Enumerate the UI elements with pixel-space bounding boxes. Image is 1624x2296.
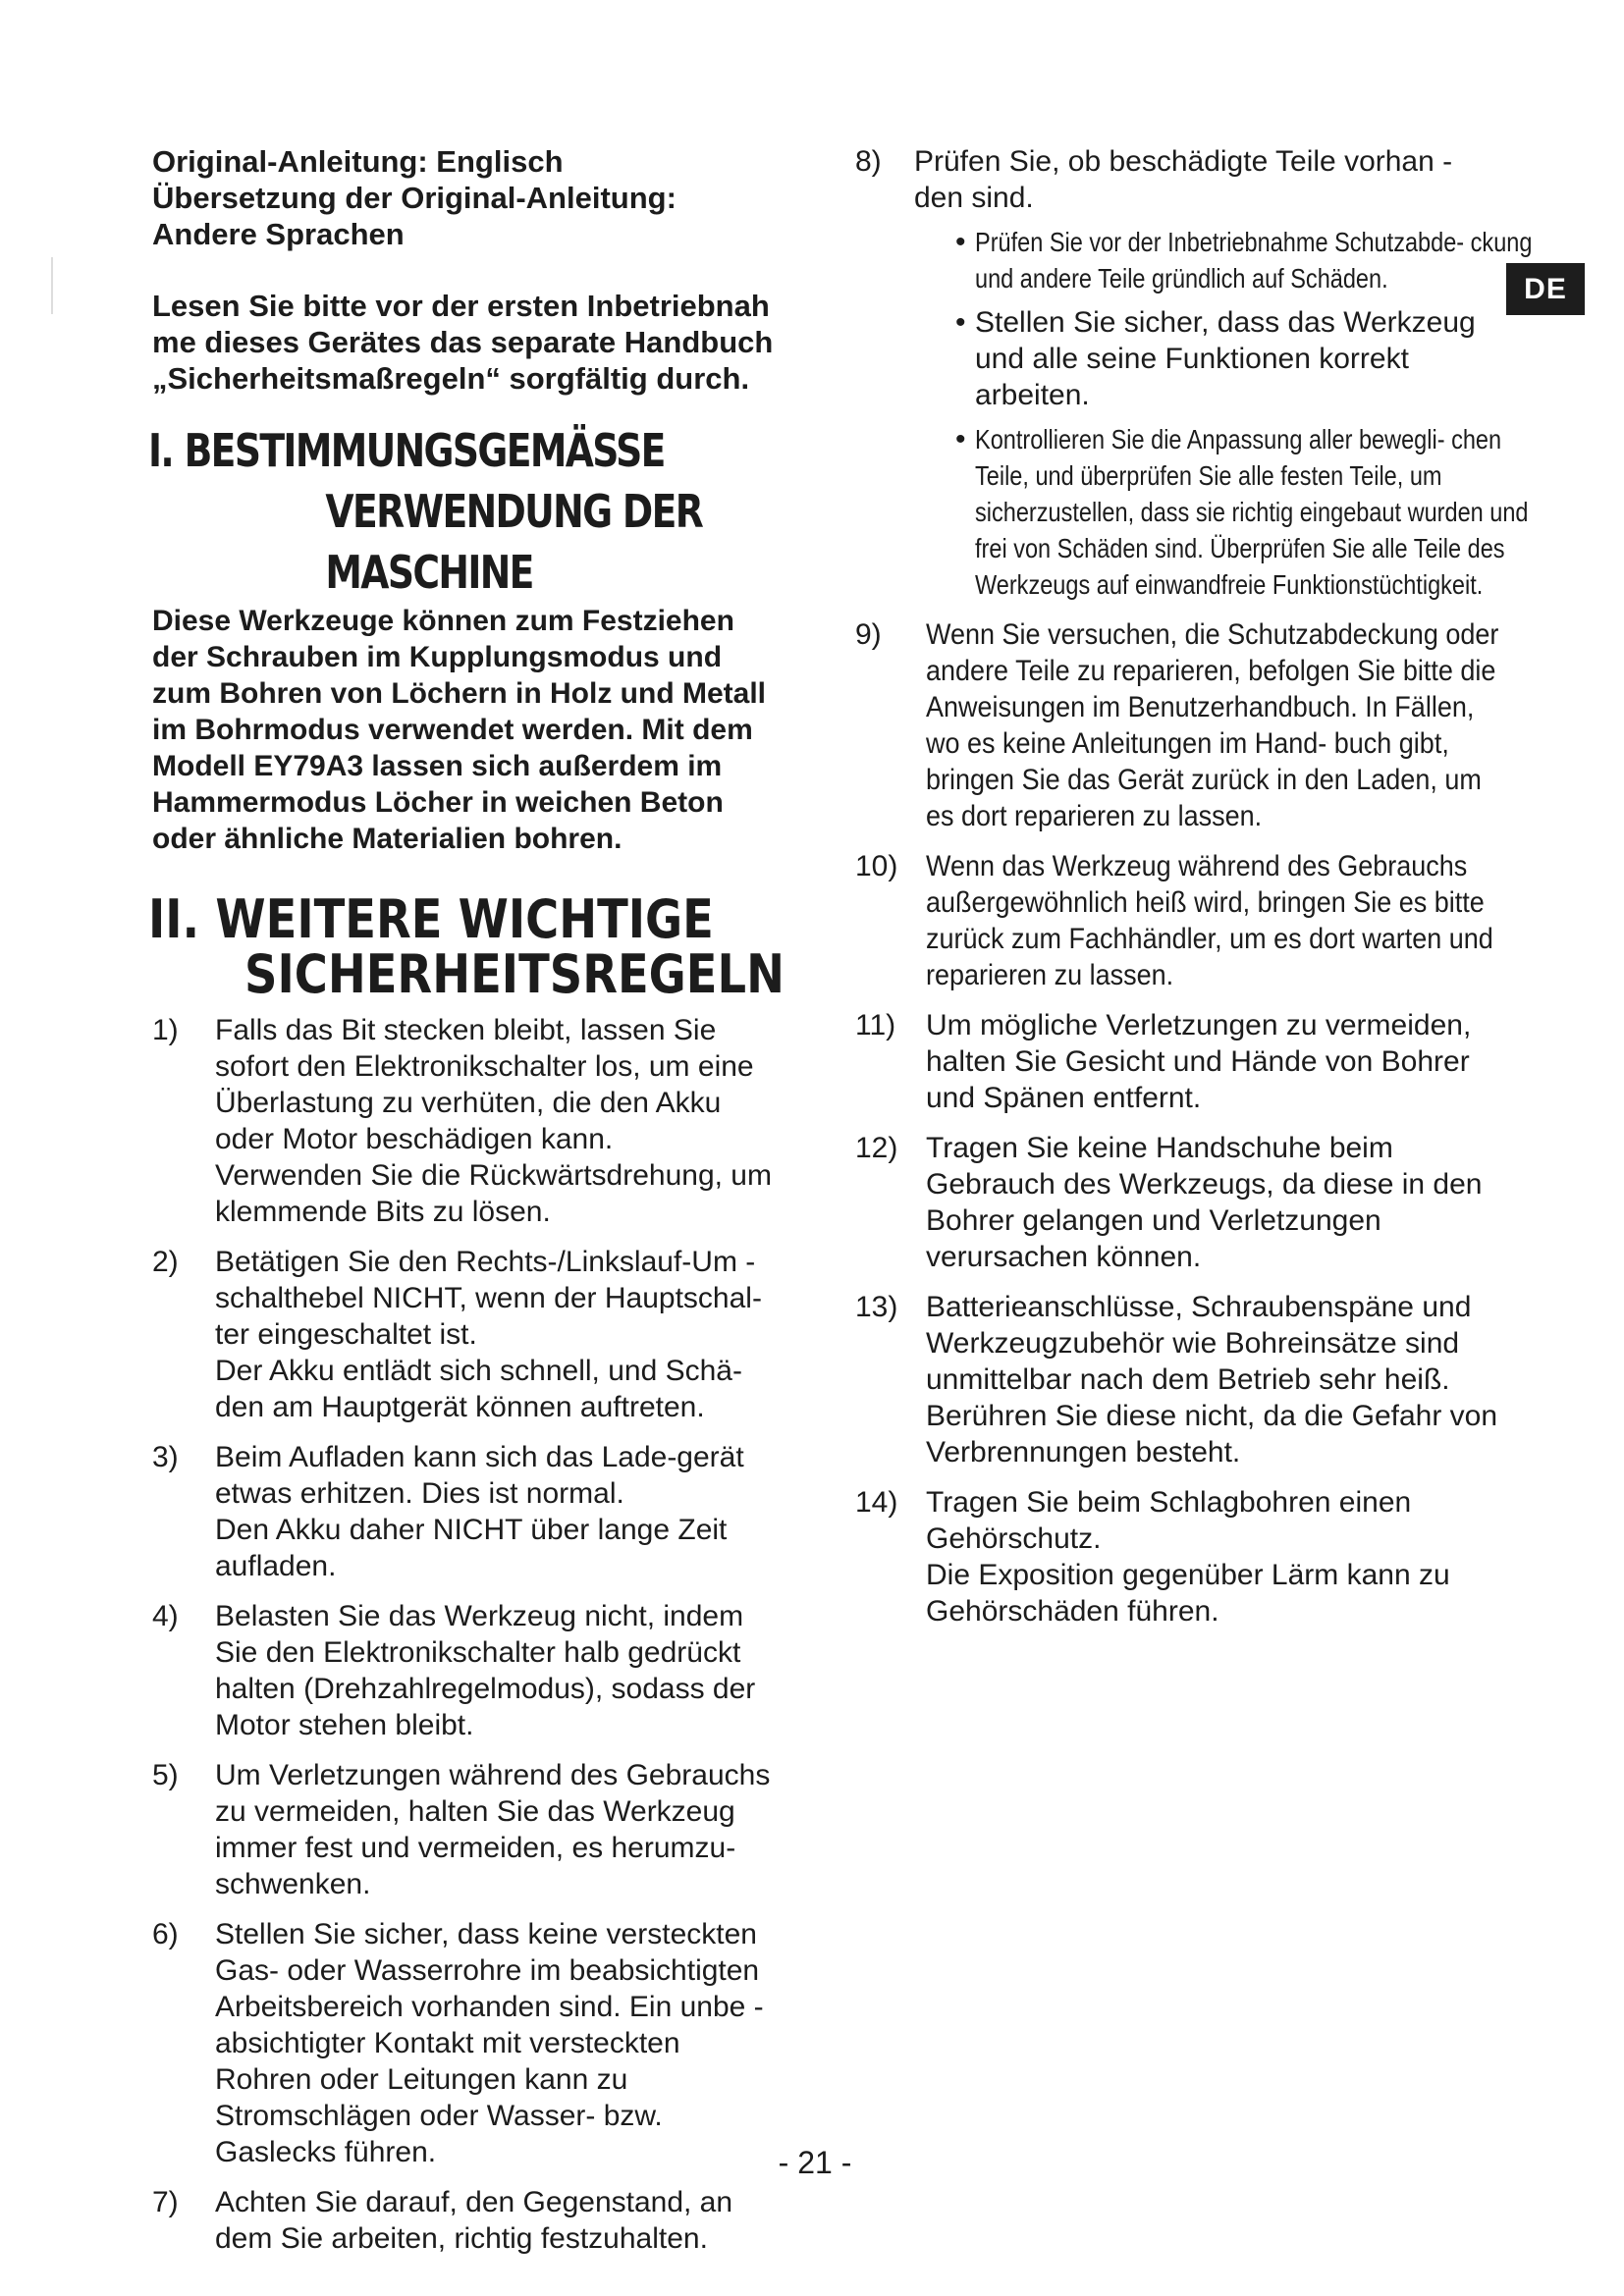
rule-text: Falls das Bit stecken bleibt, lassen Sie sofort den Elektronikschalter los, um eine Überlastung zu verhüten, die den Akku oder Motor beschädigen kann. <box>215 1014 754 1155</box>
rule-8-checklist <box>914 224 1533 603</box>
right-column <box>855 143 1533 1643</box>
checklist-item: • Prüfen Sie vor der Inbetriebnahme Schutzabde- ckung und andere Teile gründlich auf Schäden. <box>961 224 1503 296</box>
translation-line: Übersetzung der Original-Anleitung: Andere Sprachen <box>152 181 677 251</box>
safety-rule-1 <box>152 1012 781 1230</box>
safety-rule-5 <box>152 1757 781 1902</box>
intro-block <box>152 143 781 252</box>
section1-heading-line1: I. BESTIMMUNGSGEMÄSSE <box>148 424 665 477</box>
rule-text: Belasten Sie das Werkzeug nicht, indem Sie den Elektronikschalter halb gedrückt halten (Drehzahlregelmodus), sodass der Motor stehen bleibt. <box>215 1600 756 1741</box>
rule-text-continued: Verwenden Sie die Rückwärtsdrehung, um klemmende Bits zu lösen. <box>215 1159 772 1228</box>
safety-rule-2 <box>152 1244 781 1425</box>
rule-number: 3) <box>152 1441 179 1473</box>
rule-number: 10) <box>855 850 898 882</box>
rule-text: Um mögliche Verletzungen zu vermeiden, halten Sie Gesicht und Hände von Bohrer und Spänen entfernt. <box>926 1009 1472 1114</box>
safety-rule-11 <box>855 1007 1503 1116</box>
margin-line <box>51 257 53 314</box>
rule-text: Betätigen Sie den Rechts-/Linkslauf-Um - schalthebel NICHT, wenn der Hauptschal- ter eingeschaltet ist. <box>215 1246 762 1351</box>
checklist-item: • Stellen Sie sicher, dass das Werkzeug und alle seine Funktionen korrekt arbeiten. <box>961 304 1503 413</box>
section1-body: Diese Werkzeuge können zum Festziehen der Schrauben im Kupplungsmodus und zum Bohren von Löchern in Holz und Metall im Bohrmodus verwendet werden. Mit dem Modell EY79A3 lassen sich außerdem im Hammermodus Löcher in weichen Beton oder ähnliche Materialien bohren. <box>152 605 767 855</box>
rule-number: 13) <box>855 1291 898 1323</box>
section2-heading <box>148 888 785 1005</box>
checklist-item: • Kontrollieren Sie die Anpassung aller bewegli- chen Teile, und überprüfen Sie alle festen Teile, um sicherzustellen, dass sie richtig eingebaut wurden und frei von Schäden sind. Überprüfen Sie alle Teile des Werkzeugs auf einwandfreie Funktionstüchtigkeit. <box>961 421 1503 603</box>
rule-text-continued: Den Akku daher NICHT über lange Zeit aufladen. <box>215 1514 728 1582</box>
rule-number: 11) <box>855 1009 896 1041</box>
rule-number: 12) <box>855 1132 898 1164</box>
rule-text: Achten Sie darauf, den Gegenstand, an dem Sie arbeiten, richtig festzuhalten. <box>215 2186 733 2255</box>
rule-text: Stellen Sie sicher, dass keine versteckten Gas- oder Wasserrohre im beabsichtigten Arbeitsbereich vorhanden sind. Ein unbe - absichtigter Kontakt mit versteckten Rohren oder Leitungen kann zu Stromschlägen oder Wasser- bzw. Gaslecks führen. <box>215 1918 764 2168</box>
page-number: - 21 - <box>778 2145 852 2180</box>
rule-text: Um Verletzungen während des Gebrauchs zu vermeiden, halten Sie das Werkzeug immer fest und vermeiden, es herumzu- schwenken. <box>215 1759 771 1900</box>
safety-rule-9 <box>855 616 1503 834</box>
safety-rule-13 <box>855 1289 1503 1470</box>
rule-text: Prüfen Sie, ob beschädigte Teile vorhan - den sind. <box>914 145 1453 214</box>
safety-rule-10 <box>855 848 1503 993</box>
safety-rule-12 <box>855 1130 1503 1275</box>
section1-heading <box>148 420 777 603</box>
rule-number: 5) <box>152 1759 179 1791</box>
rule-text: Batterieanschlüsse, Schraubenspäne und Werkzeugzubehör wie Bohreinsätze sind unmittelbar nach dem Betrieb sehr heiß. Berühren Sie diese nicht, da die Gefahr von Verbrennungen besteht. <box>926 1291 1498 1468</box>
rule-text: Tragen Sie keine Handschuhe beim Gebrauch des Werkzeugs, da diese in den Bohrer gelangen und Verletzungen verursachen können. <box>926 1132 1483 1273</box>
safety-rule-6 <box>152 1916 781 2170</box>
rule-text: Tragen Sie beim Schlagbohren einen Gehörschutz. <box>926 1486 1412 1555</box>
safety-rule-7 <box>152 2184 781 2257</box>
rule-number: 1) <box>152 1014 179 1046</box>
rule-number: 2) <box>152 1246 179 1278</box>
rule-number: 6) <box>152 1918 179 1950</box>
safety-rule-8 <box>855 143 1533 603</box>
left-column <box>148 143 785 2270</box>
rule-number: 14) <box>855 1486 898 1519</box>
rule-text-continued: Der Akku entlädt sich schnell, und Schä- den am Hauptgerät können auftreten. <box>215 1355 742 1423</box>
safety-rule-14 <box>855 1484 1503 1629</box>
safety-manual-note: Lesen Sie bitte vor der ersten Inbetriebnah me dieses Gerätes das separate Handbuch „Sicherheitsmaßregeln“ sorgfältig durch. <box>152 289 774 396</box>
section2-heading-line2: SICHERHEITSREGELN <box>244 943 785 1005</box>
rule-text-continued: Die Exposition gegenüber Lärm kann zu Gehörschäden führen. <box>926 1559 1450 1628</box>
language-tab-de: DE <box>1506 263 1585 315</box>
section1-heading-line2: VERWENDUNG DER MASCHINE <box>325 485 703 599</box>
rule-number: 7) <box>152 2186 179 2218</box>
rule-text: Wenn das Werkzeug während des Gebrauchs außergewöhnlich heiß wird, bringen Sie es bitte zurück zum Fachhändler, um es dort warten und reparieren zu lassen. <box>926 850 1493 991</box>
rule-text: Beim Aufladen kann sich das Lade-gerät etwas erhitzen. Dies ist normal. <box>215 1441 744 1510</box>
safety-rule-3 <box>152 1439 781 1584</box>
rule-text: Wenn Sie versuchen, die Schutzabdeckung oder andere Teile zu reparieren, befolgen Sie bitte die Anweisungen im Benutzerhandbuch. In Fällen, wo es keine Anleitungen im Hand- buch gibt, bringen Sie das Gerät zurück in den Laden, um es dort reparieren zu lassen. <box>926 618 1499 832</box>
rule-number: 9) <box>855 618 882 651</box>
rule-number: 8) <box>855 145 882 178</box>
safety-rule-4 <box>152 1598 781 1743</box>
original-instructions-line: Original-Anleitung: Englisch <box>152 144 564 179</box>
section2-heading-line1: II. WEITERE WICHTIGE <box>148 888 714 950</box>
rule-number: 4) <box>152 1600 179 1632</box>
